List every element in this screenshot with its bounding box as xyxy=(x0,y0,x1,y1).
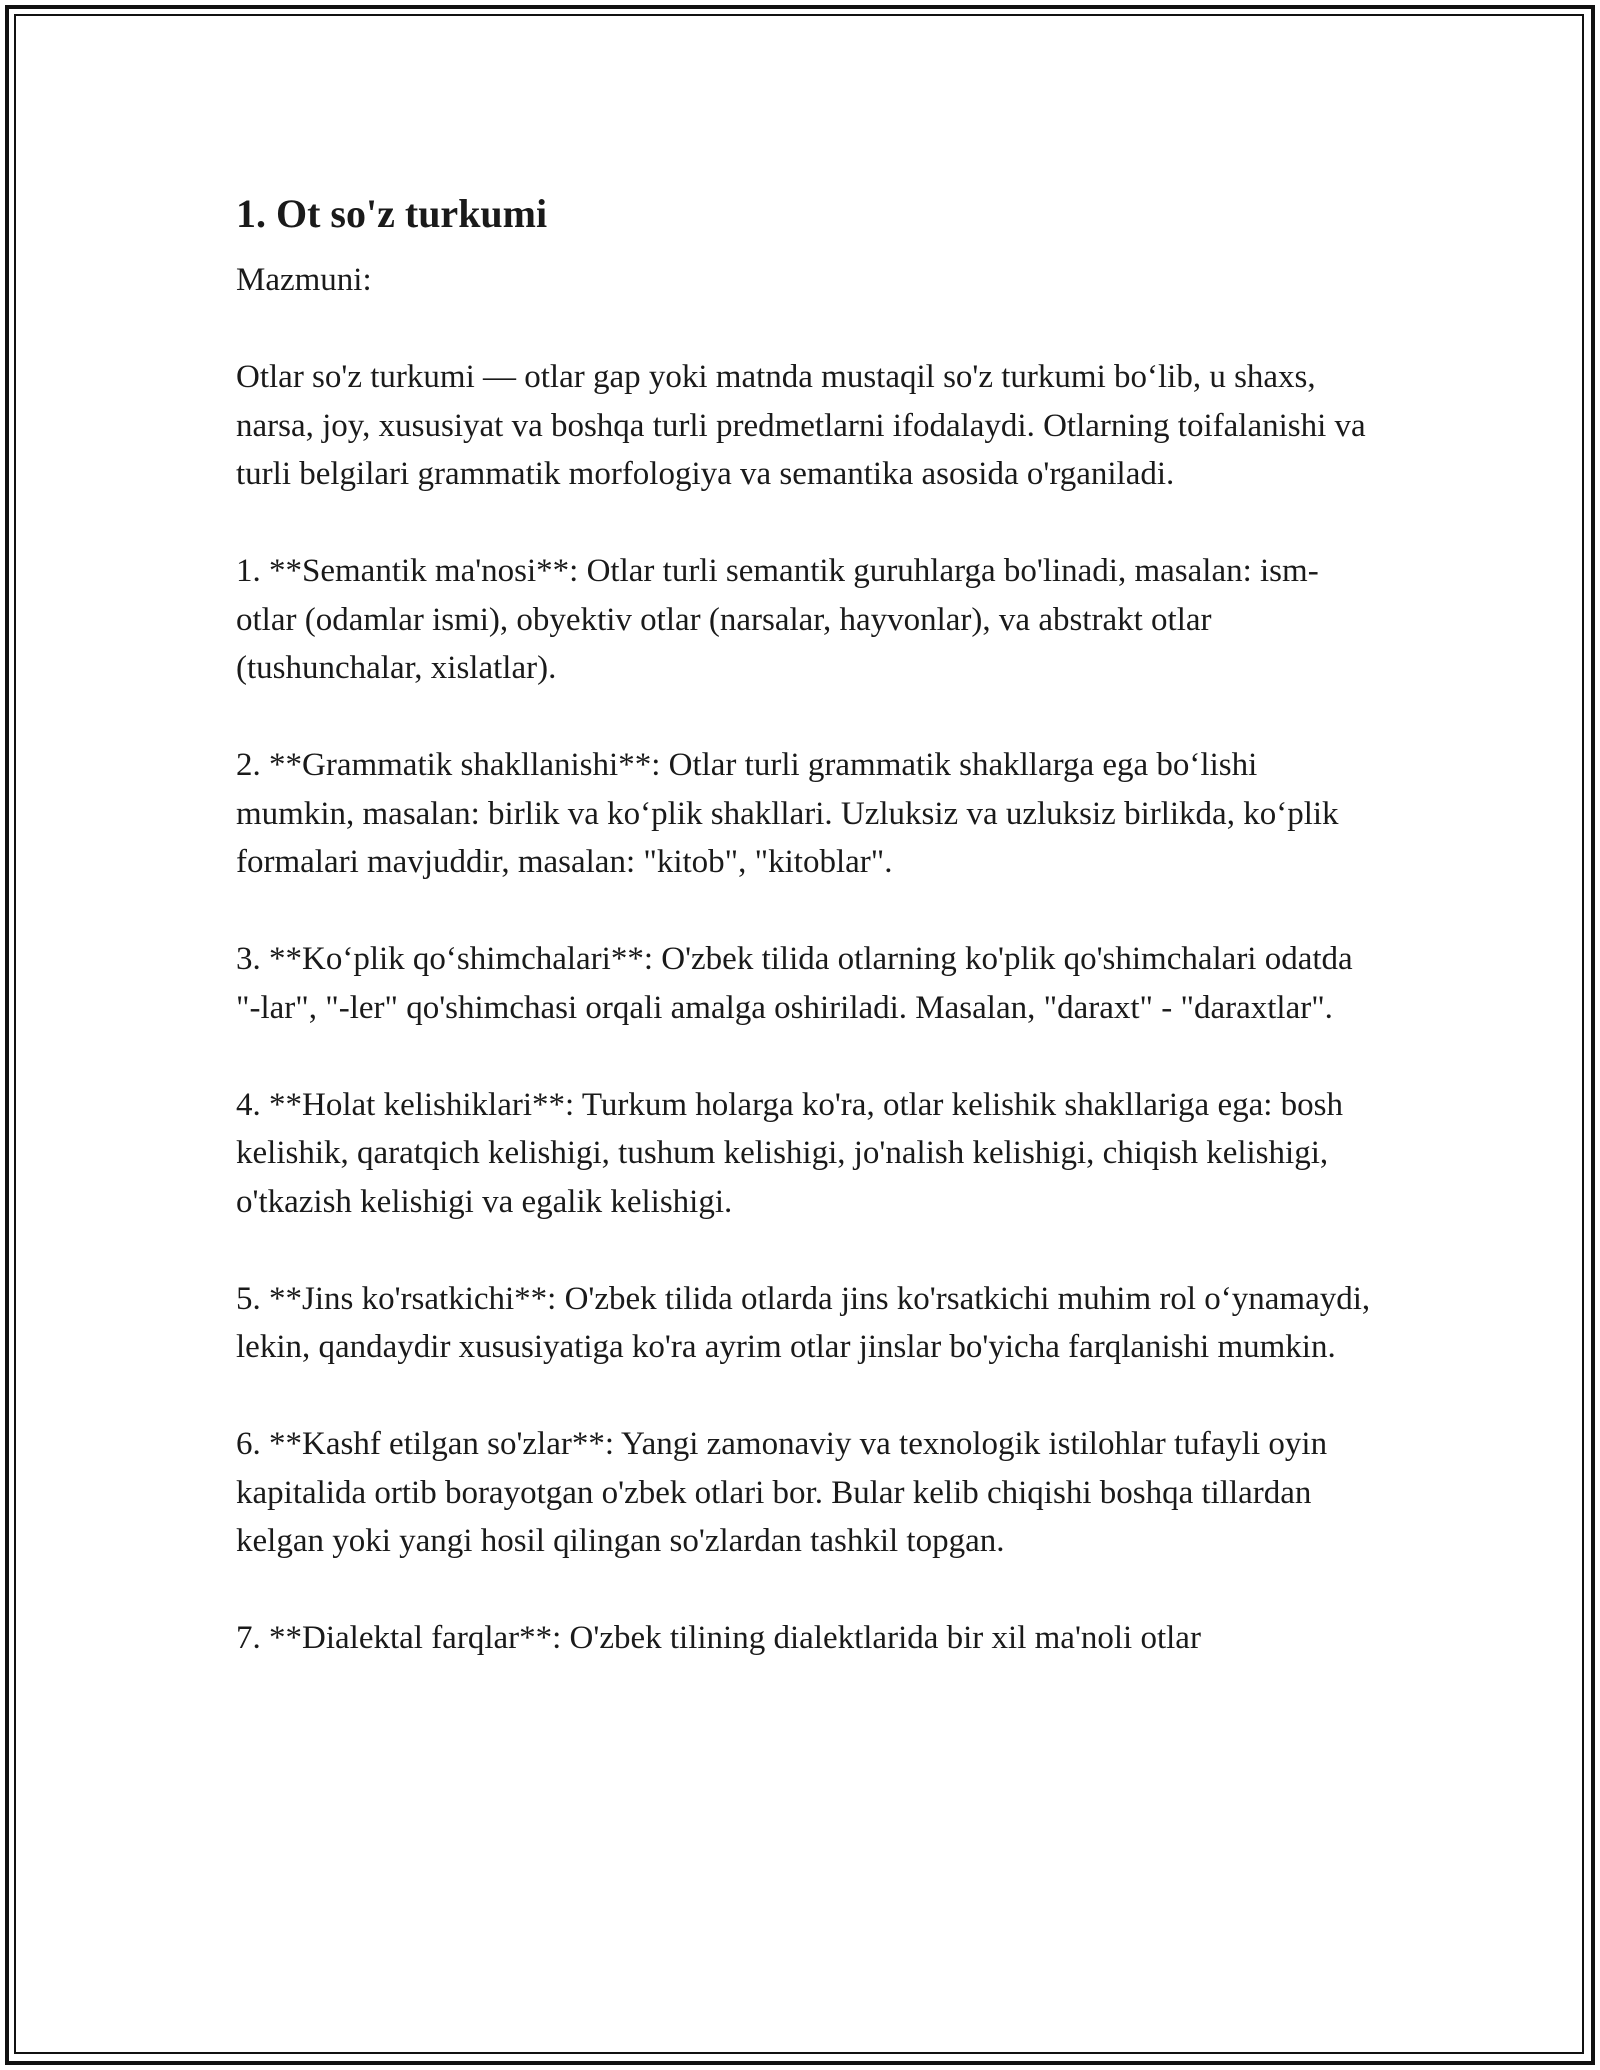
list-item: 1. **Semantik ma'nosi**: Otlar turli semantik guruhlarga bo'linadi, masalan: ism-otlar (odamlar ismi), obyektiv otlar (narsalar, hayvonlar), va abstrakt otlar (tushunchalar, xislatlar). xyxy=(236,553,1319,686)
list-item: 6. **Kashf etilgan so'zlar**: Yangi zamonaviy va texnologik istilohlar tufayli oyin kapitalida ortib borayotgan o'zbek otlari bor. Bular kelib chiqishi boshqa tillardan kelgan yoki yangi hosil qilingan so'zlardan tashkil topgan. xyxy=(236,1426,1328,1559)
document-subtitle: Mazmuni: xyxy=(236,262,372,298)
list-item: 4. **Holat kelishiklari**: Turkum holarga ko'ra, otlar kelishik shakllariga ega: bosh kelishik, qaratqich kelishigi, tushum kelishigi, jo'nalish kelishigi, chiqish kelishigi, o'tkazish kelishigi va egalik kelishigi. xyxy=(236,1086,1343,1220)
list-item: 3. **Ko‘plik qo‘shimchalari**: O'zbek tilida otlarning ko'plik qo'shimchalari odatda "-lar", "-ler" qo'shimchasi orqali amalga oshiriladi. Masalan, "daraxt" - "daraxtlar". xyxy=(236,941,1353,1026)
list-item: 5. **Jins ko'rsatkichi**: O'zbek tilida otlarda jins ko'rsatkichi muhim rol o‘ynamaydi, lekin, qandaydir xususiyatiga ko'ra ayrim otlar jinslar bo'yicha farqlanishi mumkin. xyxy=(236,1280,1371,1365)
document-body xyxy=(236,186,1376,1663)
document-title: 1. Ot so'z turkumi xyxy=(236,191,548,236)
intro-paragraph: Otlar so'z turkumi — otlar gap yoki matnda mustaqil so'z turkumi bo‘lib, u shaxs, narsa, joy, xususiyat va boshqa turli predmetlarni ifodalaydi. Otlarning toifalanishi va turli belgilari grammatik morfologiya va semantika asosida o'rganiladi. xyxy=(236,359,1366,492)
list-item: 2. **Grammatik shakllanishi**: Otlar turli grammatik shakllarga ega bo‘lishi mumkin, masalan: birlik va ko‘plik shakllari. Uzluksiz va uzluksiz birlikda, ko‘plik formalari mavjuddir, masalan: "kitob", "kitoblar". xyxy=(236,747,1339,880)
list-item: 7. **Dialektal farqlar**: O'zbek tilining dialektlarida bir xil ma'noli otlar xyxy=(236,1620,1201,1656)
